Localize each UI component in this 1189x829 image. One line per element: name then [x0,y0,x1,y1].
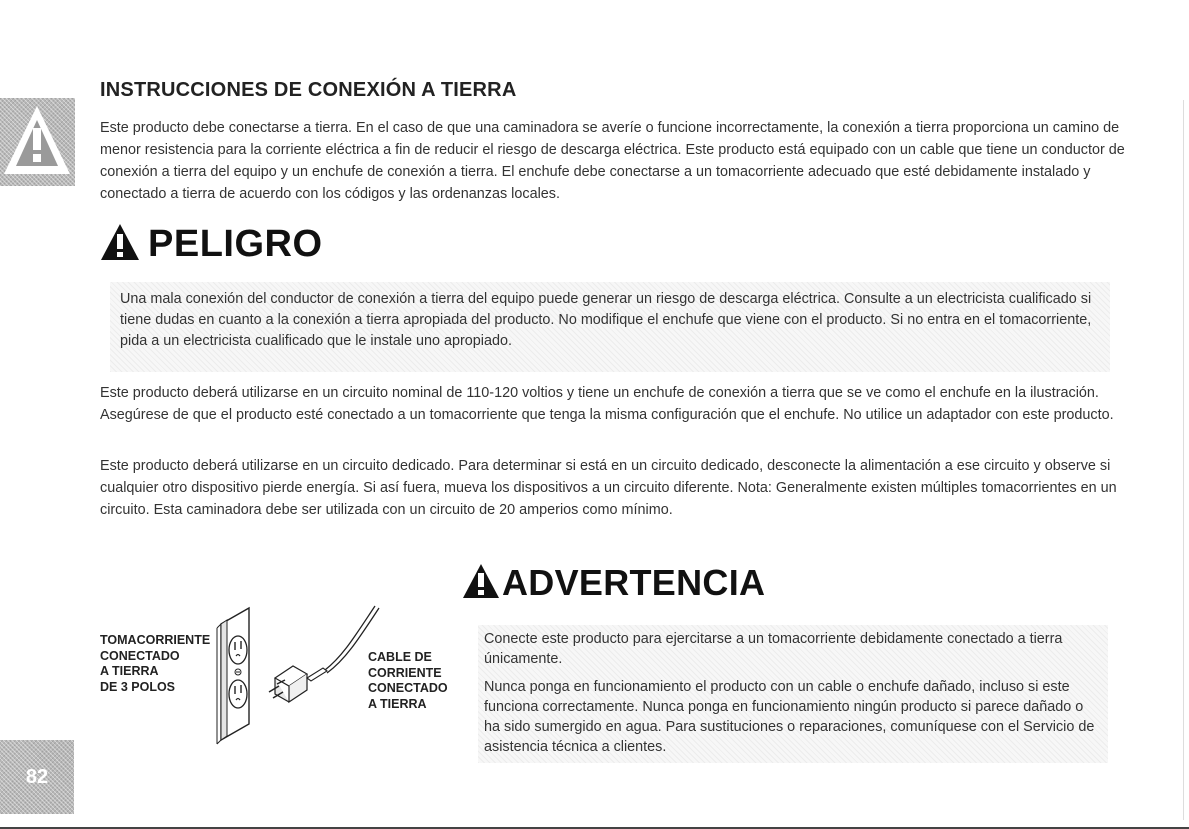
page-edge-line [1183,100,1184,820]
danger-message: Una mala conexión del conductor de conexión a tierra del equipo puede generar un riesgo de descarga eléctrica. Consulte a un electricista cualificado si tiene dudas en cuanto a la conexión a tierra apropiada del producto. No modifique el enchufe que viene con el producto. Si no entra en el tomacorriente, pida a un electricista cualificado que le instale uno apropiado. [110,282,1110,372]
outlet-label-line: TOMACORRIENTE [100,633,211,647]
cord-label-line: CORRIENTE [368,665,442,680]
outlet-label-line: CONECTADO [100,648,180,663]
cord-label-line: A TIERRA [368,696,427,711]
dedicated-circuit-paragraph: Este producto deberá utilizarse en un circuito dedicado. Para determinar si está en un circuito dedicado, desconecte la alimentación a ese circuito y observe si cualquier otro dispositivo pierde energía. Si así fuera, mueva los dispositivos a un circuito diferente. Nota: Generalmente existen múltiples tomacorrientes en un circuito. Esta caminadora debe ser utilizada con un circuito de 20 amperios como mínimo. [100,458,1117,518]
grounded-outlet-illustration [205,600,385,750]
outlet-plate [217,608,249,744]
grounded-plug [269,606,379,702]
outlet-label-line: A TIERRA [100,664,159,678]
warning-item: Conecte este producto para ejercitarse a un tomacorriente debidamente conectado a tierra únicamente. [484,631,1063,667]
intro-paragraph: Este producto debe conectarse a tierra. En el caso de que una caminadora se averíe o funcione incorrectamente, la conexión a tierra proporciona un camino de menor resistencia para la corriente eléctrica a fin de reducir el riesgo de descarga eléctrica. Este producto está equipado con un cable que tiene un conductor de conexión a tierra del equipo y un enchufe de conexión a tierra. El enchufe debe conectarse a un tomacorriente adecuado que esté debidamente instalado y conectado a tierra de acuerdo con los códigos y las ordenanzas locales. [100,120,1125,202]
outlet-label-line: DE 3 POLOS [100,679,176,694]
warning-title: ADVERTENCIA [502,562,766,603]
cord-label-line: CABLE DE [368,650,432,664]
warning-triangle-icon [462,563,500,604]
cord-label [368,650,448,712]
warning-triangle-icon [100,223,140,266]
page-number-badge [0,740,74,814]
cord-label-line: CONECTADO [368,681,448,695]
circuit-voltage-paragraph: Este producto deberá utilizarse en un circuito nominal de 110-120 voltios y tiene un enchufe de conexión a tierra que se ve como el enchufe en la ilustración. Asegúrese de que el producto esté conectado a un tomacorriente que tenga la misma configuración que el enchufe. No utilice un adaptador con este producto. [100,385,1114,423]
danger-title: PELIGRO [148,222,323,265]
warning-message [478,625,1108,763]
page-number: 82 [25,765,49,788]
warning-header [462,560,765,606]
danger-header [100,219,323,269]
section-heading: INSTRUCCIONES DE CONEXIÓN A TIERRA [100,79,517,101]
outlet-label [100,633,210,695]
warning-item: Nunca ponga en funcionamiento el producto con un cable o enchufe dañado, incluso si este funciona correctamente. Nunca ponga en funcionamiento ningún producto si parece dañado o ha sido sumergido en agua. Para sustituciones o reparaciones, comuníquese con el Servicio de asistencia técnica a clientes. [484,679,1095,755]
side-warning-icon [0,98,75,186]
